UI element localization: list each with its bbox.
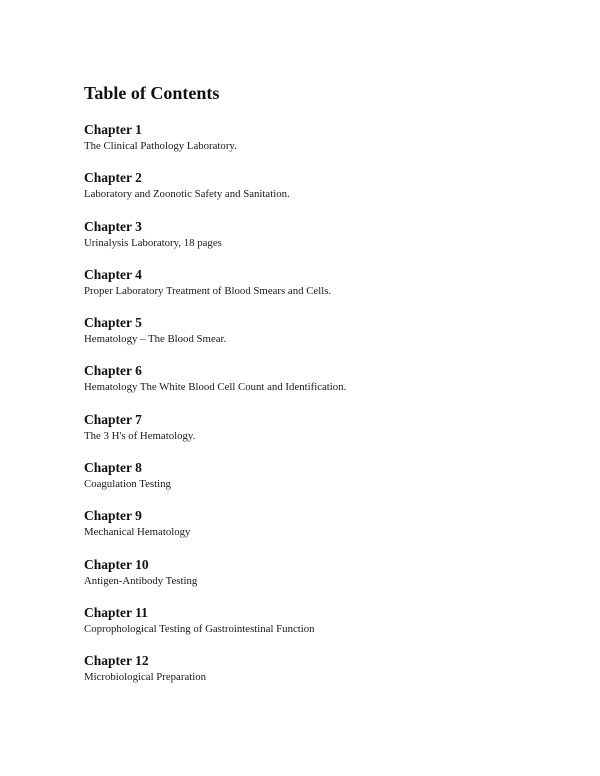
- chapter-description: Coprophological Testing of Gastrointestinal Function: [84, 622, 315, 635]
- chapter-heading: Chapter 7: [84, 411, 142, 427]
- chapter-heading: Chapter 3: [84, 218, 142, 234]
- chapter-heading: Chapter 2: [84, 170, 142, 186]
- document-page: [84, 82, 564, 701]
- chapter-heading: Chapter 1: [84, 122, 142, 137]
- toc-entry: [84, 507, 564, 555]
- toc-entry: [84, 169, 564, 217]
- toc-entry: [84, 459, 564, 507]
- toc-entry: [84, 362, 564, 410]
- chapter-description: Hematology The White Blood Cell Count and Identification.: [84, 381, 347, 394]
- toc-entry: [84, 652, 564, 700]
- chapter-heading: Chapter 6: [84, 363, 142, 379]
- chapter-heading: Chapter 9: [84, 508, 142, 524]
- chapter-heading: Chapter 12: [84, 653, 149, 669]
- toc-entry: [84, 266, 564, 314]
- chapter-description: Urinalysis Laboratory, 18 pages: [84, 236, 222, 249]
- chapter-description: The Clinical Pathology Laboratory.: [84, 140, 237, 152]
- chapter-heading: Chapter 4: [84, 266, 142, 282]
- chapter-description: The 3 H's of Hematology.: [84, 429, 196, 442]
- chapter-description: Mechanical Hematology: [84, 526, 191, 539]
- page-title: Table of Contents: [84, 83, 220, 103]
- chapter-heading: Chapter 11: [84, 604, 148, 620]
- toc-entry: [84, 556, 564, 604]
- toc-entry: [84, 604, 564, 652]
- chapter-description: Proper Laboratory Treatment of Blood Smears and Cells.: [84, 284, 332, 297]
- toc-entry: [84, 411, 564, 459]
- chapter-heading: Chapter 8: [84, 460, 142, 476]
- toc-entry: [84, 121, 564, 169]
- toc-entry: [84, 314, 564, 362]
- chapter-heading: Chapter 5: [84, 315, 142, 331]
- chapter-description: Microbiological Preparation: [84, 671, 207, 684]
- toc-entry: [84, 218, 564, 266]
- chapter-description: Antigen-Antibody Testing: [84, 574, 198, 587]
- chapter-description: Coagulation Testing: [84, 478, 171, 491]
- chapter-description: Hematology – The Blood Smear.: [84, 333, 227, 346]
- chapter-heading: Chapter 10: [84, 556, 149, 572]
- chapter-description: Laboratory and Zoonotic Safety and Sanitation.: [84, 188, 290, 201]
